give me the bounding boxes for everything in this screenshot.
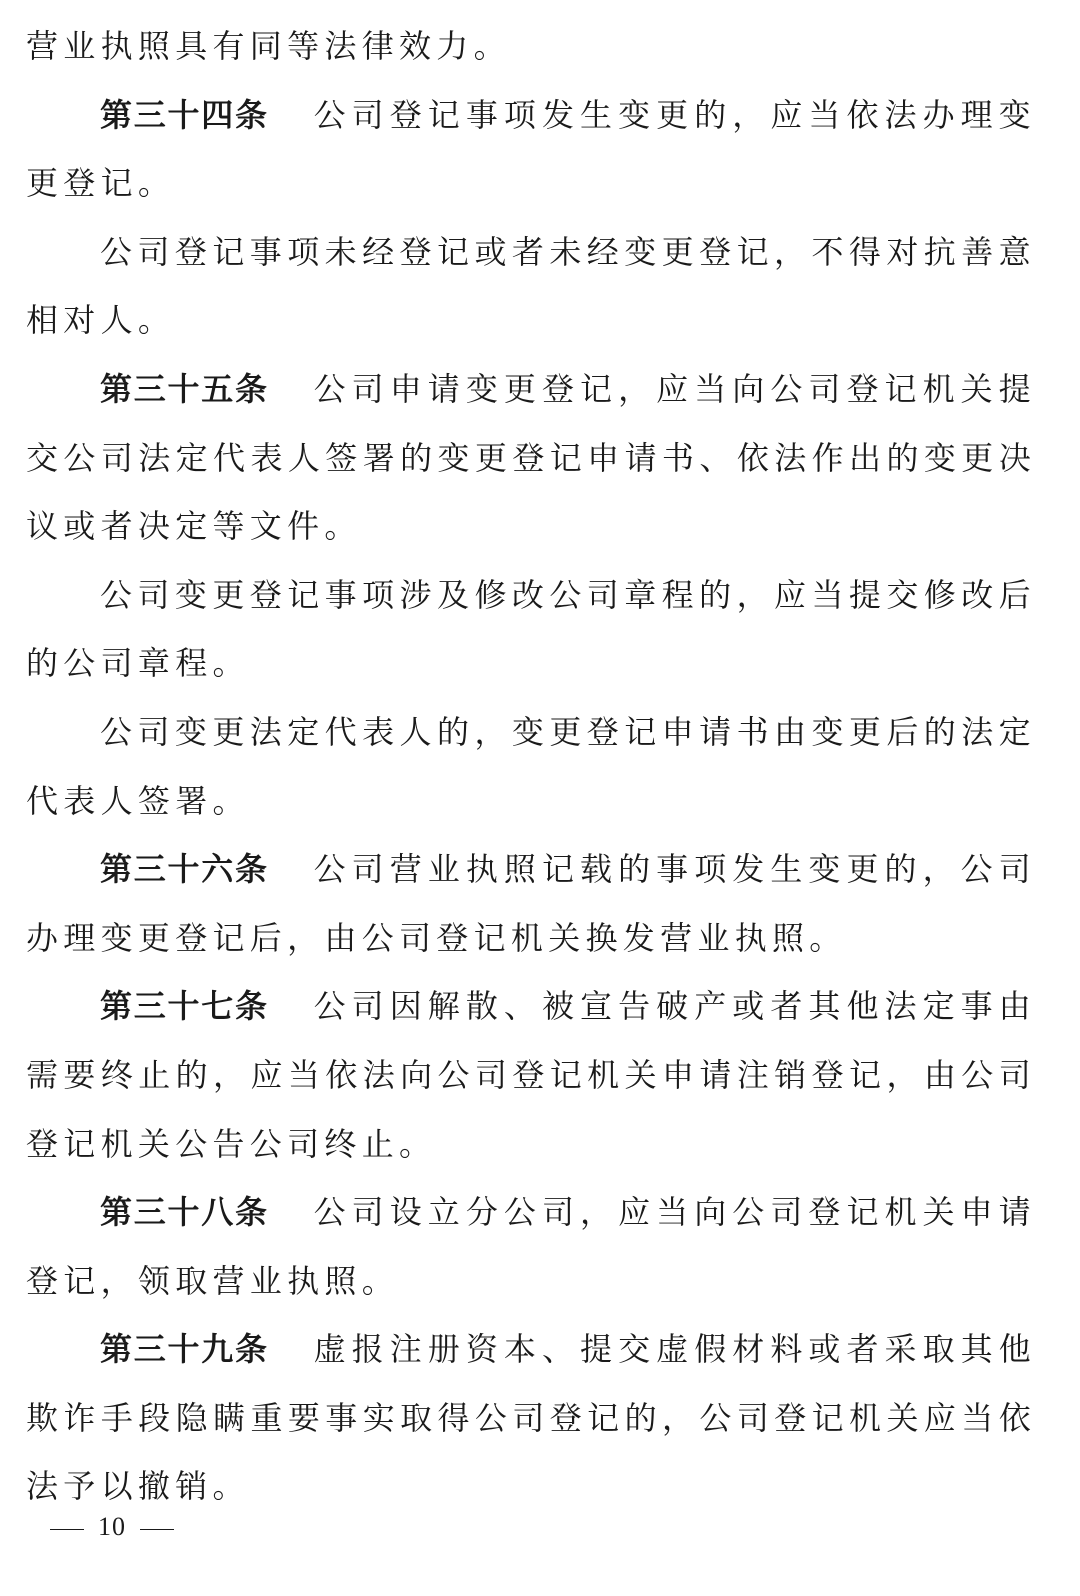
article-38	[26, 1178, 1036, 1315]
article-text: 公司因解散、被宣告破产或者其他法定事由需要终止的，应当依法向公司登记机关申请注销登记，由公司登记机关公告公司终止。	[26, 987, 1036, 1163]
article-37	[26, 972, 1036, 1178]
footer-dash-right	[140, 1529, 174, 1530]
article-title: 第三十八条	[100, 1193, 269, 1232]
continued-paragraph: 营业执照具有同等法律效力。	[26, 27, 511, 65]
article-35-paragraph-2: 公司变更登记事项涉及修改公司章程的，应当提交修改后的公司章程。	[26, 575, 1036, 683]
article-title: 第三十九条	[100, 1330, 269, 1369]
article-text: 公司登记事项发生变更的，应当依法办理变更登记。	[26, 95, 1036, 203]
article-34-paragraph-2: 公司登记事项未经登记或者未经变更登记，不得对抗善意相对人。	[26, 232, 1036, 340]
article-39	[26, 1315, 1036, 1521]
document-page	[26, 12, 1036, 1521]
article-34	[26, 81, 1036, 218]
article-35-paragraph-3: 公司变更法定代表人的，变更登记申请书由变更后的法定代表人签署。	[26, 712, 1036, 820]
page-footer	[36, 1512, 188, 1542]
article-35	[26, 355, 1036, 561]
page-number: 10	[98, 1512, 126, 1541]
footer-dash-left	[50, 1529, 84, 1530]
article-title: 第三十六条	[100, 850, 269, 889]
article-36	[26, 835, 1036, 972]
article-text: 虚报注册资本、提交虚假材料或者采取其他欺诈手段隐瞒重要事实取得公司登记的，公司登记机关应当依法予以撤销。	[26, 1330, 1036, 1506]
article-title: 第三十五条	[100, 369, 269, 408]
article-text: 公司申请变更登记，应当向公司登记机关提交公司法定代表人签署的变更登记申请书、依法作出的变更决议或者决定等文件。	[26, 369, 1036, 546]
article-title: 第三十七条	[100, 987, 269, 1026]
article-text: 公司设立分公司，应当向公司登记机关申请登记，领取营业执照。	[26, 1193, 1036, 1300]
article-text: 公司营业执照记载的事项发生变更的，公司办理变更登记后，由公司登记机关换发营业执照。	[26, 850, 1036, 957]
article-title: 第三十四条	[100, 95, 269, 134]
